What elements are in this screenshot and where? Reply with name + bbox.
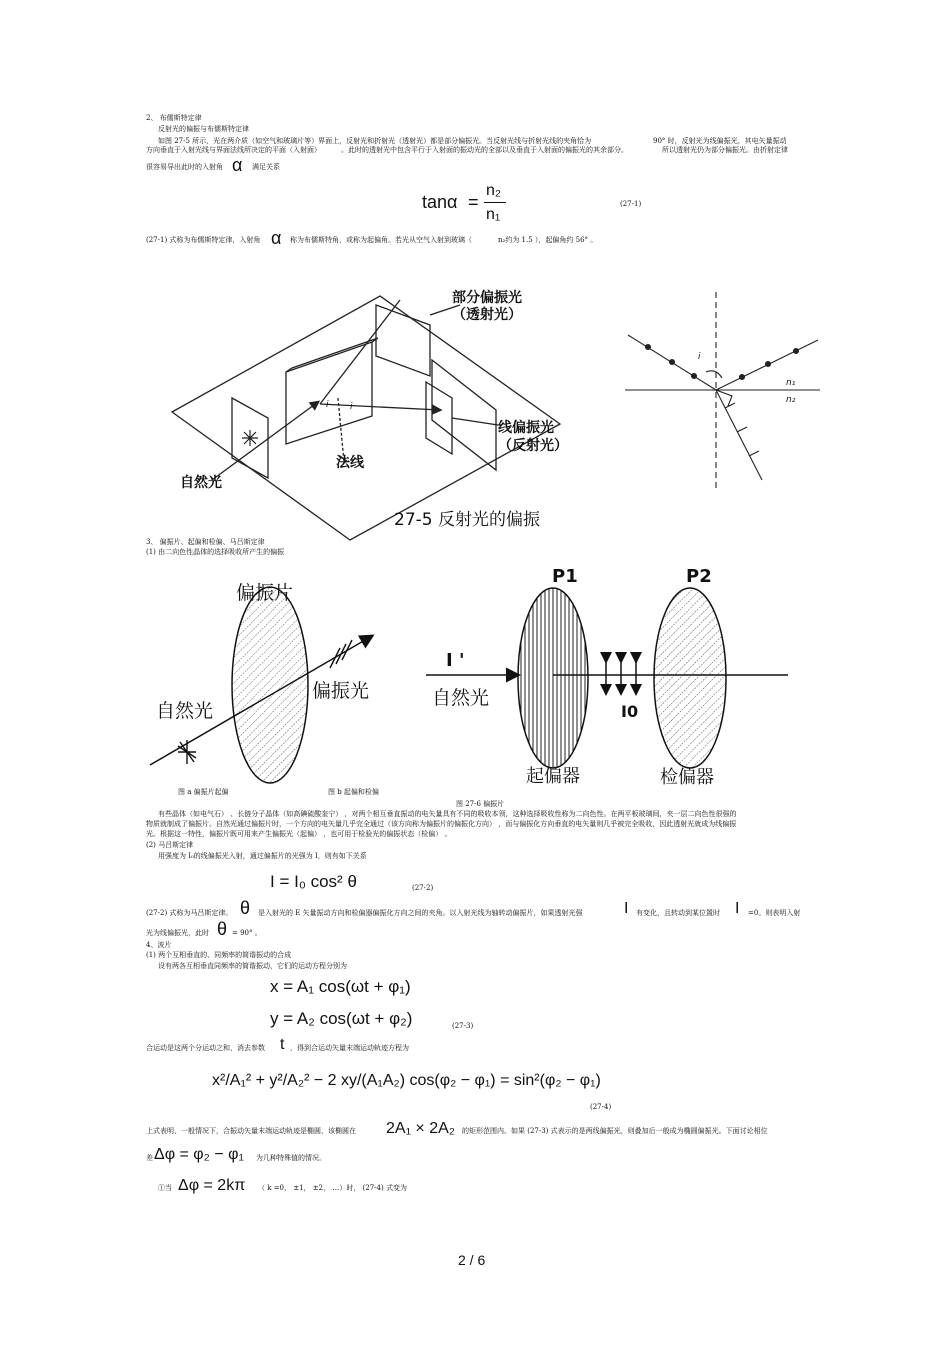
label-natural-light: 自然光 [180,475,222,491]
paragraph-line: 很容易导出此时的入射角 [146,163,223,171]
label-i0: I0 [621,702,639,721]
label-p1: P1 [552,566,578,587]
formula-numerator: n₂ [486,182,502,199]
label-polarizer: 偏振片 [236,582,294,604]
figure-caption-27-5: 27-5 反射光的偏振 [394,510,540,530]
label-it: i [350,402,353,412]
paragraph-line: 的矩形范围内。如果 (27-3) 式表示的是两线偏振光，则叠加后一般成为椭圆偏振光。下面讨论相位 [462,1127,768,1135]
label-natural-light-left: 自然光 [156,700,214,722]
section-heading-waveplate: 4、波片 [146,941,172,949]
equation-tag: (27-2) [412,884,434,892]
paragraph-line: 。此时的透射光中包含平行于入射面的振动光的全部以及垂直于入射面的偏振光的其余部分。 [341,146,628,154]
subheading-brewster: 反射光的偏振与布儒斯特定律 [158,125,249,133]
label-n2: n₂ [786,395,796,405]
label-normal-line: 法线 [336,455,364,471]
section-heading-polarizer: 3、 偏振片、起偏和检偏、马吕斯定律 [146,538,265,546]
paragraph-line: 合运动是这两个分运动之和，消去参数 [146,1044,265,1052]
intensity-symbol: I [624,900,629,917]
paragraph-line: 90° 时，反射光为线偏振光，其电矢量振动 [653,137,787,145]
malus-formula: I = I₀ cos² θ [270,872,357,891]
parameter-t: t [280,1036,285,1053]
rectangle-size: 2A₁ × 2A₂ [386,1120,455,1137]
alpha-symbol: α [271,228,282,248]
equation-ellipse: x²/A₁² + y²/A₂² − 2 xy/(A₁A₂) cos(φ₂ − φ₁) = sin²(φ₂ − φ₁) [212,1072,601,1089]
label-polarizer-device: 起偏器 [526,766,580,787]
paragraph-line: n₂约为 1.5 ），起偏角约 56° 。 [498,236,598,244]
equation-tag: (27-1) [620,200,642,208]
subheading-superposition: (1) 两个互相垂直的、同频率的简谐振动的合成 [146,951,292,959]
equation-x: x = A₁ cos(ωt + φ₁) [270,977,411,996]
paragraph-line: 差 [146,1154,153,1162]
phase-condition: Δφ = 2kπ [178,1177,246,1194]
label-analyzer-device: 检偏器 [660,767,714,788]
label-ip: i [326,400,329,410]
formula-denominator: n₁ [486,206,501,223]
paragraph-line: 所以透射光仍为部分偏振光。由折射定律 [662,146,788,154]
formula-lhs: tanα [422,192,458,212]
paragraph-line: 如图 27-5 所示，光在两介质（如空气和玻璃片等）界面上，反射光和折射光（透射光）都是部分偏振光。当反射光线与折射光线的夹角恰为 [158,137,592,145]
page-indicator: 2 / 6 [458,1252,486,1268]
paragraph-line: (27-1) 式称为布儒斯特定律，入射角 [146,236,261,244]
paragraph-line: 为几种特殊值的情况。 [256,1154,326,1162]
paragraph-line: （ k =0， ±1， ±2， …）时， (27-4) 式变为 [258,1184,407,1192]
label-ip-right: i [698,352,701,362]
phase-difference: Δφ = φ₂ − φ₁ [154,1146,244,1163]
formula-equals: = [468,192,479,212]
label-reflected: （反射光） [498,438,568,454]
equation-tag: (27-4) [590,1103,612,1111]
label-n1: n₁ [786,378,796,388]
label-linear-polarized: 线偏振光 [498,420,554,436]
paragraph-line: 称为布儒斯特角，或称为起偏角。若光从空气入射到玻璃（ [290,236,472,244]
paragraph-line: 物质就制成了偏振片。自然光通过偏振片时，一个方向的电矢量几乎完全通过（该方向称为偏振片的偏振化方向） ，而与偏振化方向垂直的电矢量则几乎被完全吸收，因此透射光就成为线偏振 [146,820,737,828]
paragraph-line: =0。则表明入射 [748,909,801,917]
paragraph-line: ①当 [158,1184,172,1192]
intensity-symbol: I [735,900,740,917]
paragraph-line: 设有两各互相垂直同频率的简谐振动，它们的运动方程分别为 [158,962,347,970]
subheading-malus: (2) 马吕斯定律 [146,841,194,849]
paragraph-line: 方向垂直于入射光线与界面法线所决定的平面（入射面） [146,146,321,154]
label-intensity-incident: I ' [446,650,465,671]
paragraph-line: 光为线偏振光，此时 [146,929,209,937]
equation-tag: (27-3) [452,1022,474,1030]
subheading-dichroism: (1) 由二向色性晶体的选择吸收所产生的偏振 [146,548,285,556]
paragraph-line: 是入射光的 E 矢量振动方向和检偏器偏振化方向之间的夹角。以入射光线为轴转动偏振片，如果透射光强 [258,909,583,917]
section-heading-brewster: 2、 布儒斯特定律 [146,114,202,122]
theta-symbol: θ [240,898,251,918]
figure-subcaption-b: 图 b 起偏和检偏 [328,788,379,796]
label-polarized-light: 偏振光 [312,680,370,702]
paragraph-line: 有变化，且转动到某位置时 [636,909,720,917]
equation-y: y = A₂ cos(ωt + φ₂) [270,1009,413,1028]
alpha-symbol: α [232,155,243,175]
paragraph-line: (27-2) 式称为马吕斯定律。 [146,909,233,917]
theta-symbol: θ [217,919,228,939]
paragraph-line: 用强度为 I₀的线偏振光入射，通过偏振片的光强为 I，则有如下关系 [158,852,367,860]
figure-caption-27-6: 图 27-6 偏振片 [456,800,505,808]
figure-subcaption-a: 图 a 偏振片起偏 [178,788,229,796]
paragraph-line: 满足关系 [252,163,280,171]
label-transmitted: （透射光） [452,307,522,323]
paragraph-line: 有些晶体（如电气石） 、长链分子晶体（如高碘硫酸奎宁） ，对两个相互垂直振动的电矢量具有不同的吸收本领，这种选择吸收性称为二向色性。在两平板玻璃间，夹一层二向色性很强的 [158,810,737,818]
paragraph-line: ，得到合运动矢量末端运动轨迹方程为 [290,1044,409,1052]
paragraph-line: = 90° 。 [232,929,262,937]
label-p2: P2 [686,566,712,587]
label-natural-light-right: 自然光 [432,687,490,709]
label-partial-polarized: 部分偏振光 [452,290,522,306]
paragraph-line: 上式表明，一般情况下，合振动矢量末端运动轨迹是椭圆，该椭圆在 [146,1127,356,1135]
paragraph-line: 光。根据这一特性，偏振片既可用来产生偏振光（起偏） ，也可用于检验光的偏振状态（检偏） 。 [146,830,452,838]
